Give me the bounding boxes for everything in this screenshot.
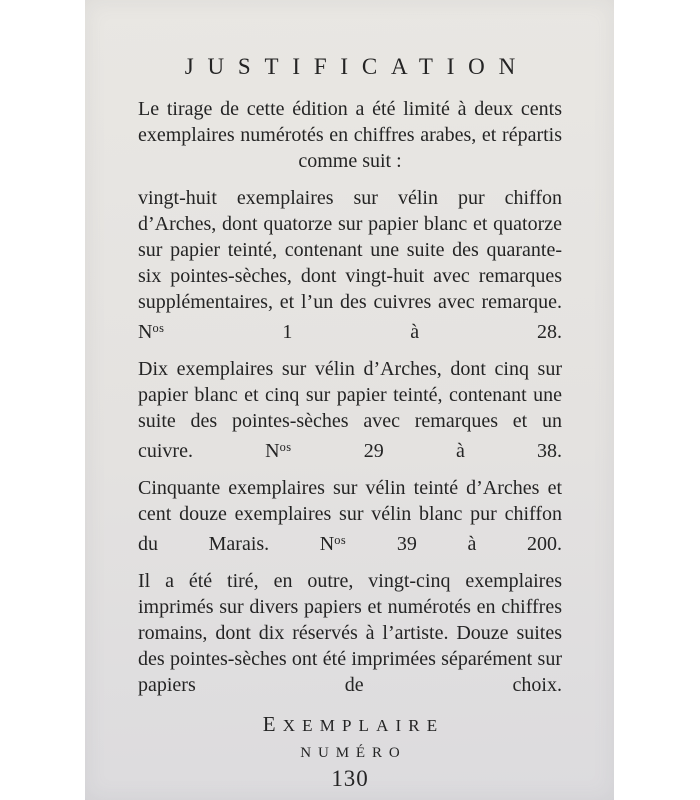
text-run: 1 à 28. bbox=[164, 320, 562, 343]
paragraph bbox=[138, 475, 562, 557]
text-run: Dix exemplaires sur vélin d’Arches, dont cinq sur papier blanc et cinq sur papier teinté, contenant une suite des pointes-sèches avec remarques et un cuivre. N bbox=[138, 357, 562, 462]
paragraph bbox=[138, 568, 562, 698]
exemplaire-label: EXEMPLAIRE bbox=[262, 711, 445, 736]
text-run: vingt-huit exemplaires sur vélin pur chiffon d’Arches, dont quatorze sur papier blanc et quatorze sur papier teinté, contenant une suite des quarante-six pointes-sèches, dont vingt-huit avec remarques supplémentaires, et l’un des cuivres avec remarque. N bbox=[138, 187, 562, 343]
superscript-ordinal: os bbox=[334, 532, 347, 547]
text-run: 39 à 200. bbox=[346, 532, 562, 555]
paragraph bbox=[138, 96, 562, 174]
text-run: 29 à 38. bbox=[291, 439, 562, 462]
text-run: Il a été tiré, en outre, vingt-cinq exemplaires imprimés sur divers papiers et numérotés en chiffres romains, dont dix réservés à l’artiste. Douze suites des pointes-sèches ont été imprimées séparément sur papiers de choix. bbox=[138, 569, 562, 696]
superscript-ordinal: os bbox=[279, 439, 292, 454]
paragraph bbox=[138, 185, 562, 345]
text-run: Cinquante exemplaires sur vélin teinté d’Arches et cent douze exemplaires sur vélin blanc pur chiffon du Marais. N bbox=[138, 476, 562, 555]
page-title: JUSTIFICATION bbox=[184, 54, 530, 79]
paragraph bbox=[138, 356, 562, 464]
justification-paragraphs bbox=[138, 96, 562, 698]
text-run: Le tirage de cette édition a été limité à deux cents exemplaires numérotés en chiffres arabes, et répartis comme suit : bbox=[138, 98, 562, 172]
page-content bbox=[138, 54, 562, 792]
superscript-ordinal: os bbox=[152, 321, 165, 335]
numero-label: NUMÉRO bbox=[300, 744, 407, 761]
colophon bbox=[138, 712, 562, 792]
copy-number: 130 bbox=[331, 765, 369, 791]
book-page bbox=[85, 0, 614, 800]
